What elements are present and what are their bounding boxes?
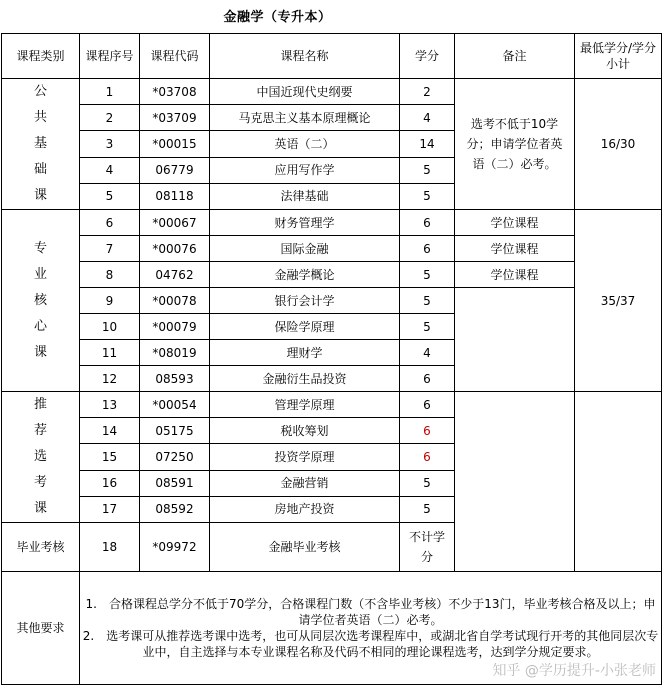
category-public-basic: 公共基础课 <box>2 79 80 210</box>
course-name: 应用写作学 <box>210 157 400 183</box>
course-credit: 5 <box>400 288 455 314</box>
course-seq: 4 <box>80 157 140 183</box>
course-credit: 5 <box>400 183 455 209</box>
course-code: *00067 <box>140 210 210 236</box>
table-row <box>2 236 662 262</box>
course-credit: 6 <box>400 366 455 392</box>
course-seq: 1 <box>80 79 140 105</box>
course-code: 08593 <box>140 366 210 392</box>
course-seq: 10 <box>80 314 140 340</box>
course-code: *03709 <box>140 105 210 131</box>
course-note-empty <box>455 392 575 572</box>
course-credit: 6 <box>400 210 455 236</box>
course-credit: 6 <box>400 444 455 470</box>
course-name: 中国近现代史纲要 <box>210 79 400 105</box>
course-credit: 5 <box>400 262 455 288</box>
category-recommended: 推荐选考课 <box>2 392 80 523</box>
header-code: 课程代码 <box>140 34 210 79</box>
header-row <box>2 34 662 79</box>
course-name: 保险学原理 <box>210 314 400 340</box>
course-seq: 17 <box>80 496 140 522</box>
course-seq: 6 <box>80 210 140 236</box>
table-row <box>2 210 662 236</box>
course-seq: 7 <box>80 236 140 262</box>
course-credit: 6 <box>400 418 455 444</box>
min-credit-core: 35/37 <box>575 210 662 392</box>
course-code: 08118 <box>140 183 210 209</box>
course-note: 学位课程 <box>455 236 575 262</box>
course-name: 财务管理学 <box>210 210 400 236</box>
table-row <box>2 392 662 418</box>
course-seq: 5 <box>80 183 140 209</box>
min-credit-empty <box>575 392 662 572</box>
course-name: 理财学 <box>210 340 400 366</box>
course-code: 05175 <box>140 418 210 444</box>
course-seq: 11 <box>80 340 140 366</box>
course-seq: 8 <box>80 262 140 288</box>
course-note-empty <box>455 288 575 392</box>
course-code: *08019 <box>140 340 210 366</box>
min-credit-public: 16/30 <box>575 79 662 210</box>
course-note: 学位课程 <box>455 210 575 236</box>
requirement-2: 2. 选考课可从推荐选考课中选考，也可从同层次选考课程库中，或湖北省自学考试现行开考的其他同层次专业中，自主选择与本专业课程名称及代码不相同的理论课程选考，达到学分规定要求。 <box>82 629 659 659</box>
course-code: 04762 <box>140 262 210 288</box>
course-seq: 3 <box>80 131 140 157</box>
header-name: 课程名称 <box>210 34 400 79</box>
course-credit: 2 <box>400 79 455 105</box>
course-code: *09972 <box>140 523 210 572</box>
course-code: *03708 <box>140 79 210 105</box>
course-credit: 不计学分 <box>400 523 455 572</box>
table-row <box>2 262 662 288</box>
table-row <box>2 288 662 314</box>
course-code: *00078 <box>140 288 210 314</box>
course-seq: 14 <box>80 418 140 444</box>
header-category: 课程类别 <box>2 34 80 79</box>
course-name: 金融营销 <box>210 470 400 496</box>
course-code: *00079 <box>140 314 210 340</box>
course-name: 法律基础 <box>210 183 400 209</box>
course-credit: 6 <box>400 392 455 418</box>
course-code: 08591 <box>140 470 210 496</box>
header-note: 备注 <box>455 34 575 79</box>
course-seq: 16 <box>80 470 140 496</box>
course-credit: 6 <box>400 236 455 262</box>
other-requirements-label: 其他要求 <box>2 572 80 685</box>
table-row <box>2 79 662 105</box>
course-name: 管理学原理 <box>210 392 400 418</box>
course-credit: 5 <box>400 314 455 340</box>
course-name: 金融毕业考核 <box>210 523 400 572</box>
watermark: 知乎 @学历提升-小张老师 <box>492 663 656 679</box>
course-code: 07250 <box>140 444 210 470</box>
course-name: 税收筹划 <box>210 418 400 444</box>
course-name: 银行会计学 <box>210 288 400 314</box>
course-name: 房地产投资 <box>210 496 400 522</box>
course-seq: 13 <box>80 392 140 418</box>
course-seq: 12 <box>80 366 140 392</box>
course-seq: 15 <box>80 444 140 470</box>
header-credit: 学分 <box>400 34 455 79</box>
course-code: 06779 <box>140 157 210 183</box>
course-credit: 5 <box>400 157 455 183</box>
course-credit: 5 <box>400 470 455 496</box>
header-seq: 课程序号 <box>80 34 140 79</box>
course-seq: 9 <box>80 288 140 314</box>
course-credit: 4 <box>400 340 455 366</box>
course-note-public: 选考不低于10学分；申请学位者英语（二）必考。 <box>455 79 575 210</box>
course-name: 金融学概论 <box>210 262 400 288</box>
course-seq: 2 <box>80 105 140 131</box>
course-name: 金融衍生品投资 <box>210 366 400 392</box>
header-min-credit: 最低学分/学分小计 <box>575 34 662 79</box>
course-code: 08592 <box>140 496 210 522</box>
requirement-1: 1. 合格课程总学分不低于70学分，合格课程门数（不含毕业考核）不少于13门，毕业考核合格及以上；申请学位者英语（二）必考。 <box>85 597 656 627</box>
course-code: *00015 <box>140 131 210 157</box>
category-core: 专业核心课 <box>2 210 80 392</box>
course-credit: 5 <box>400 496 455 522</box>
course-code: *00054 <box>140 392 210 418</box>
category-graduation: 毕业考核 <box>2 523 80 572</box>
course-credit: 14 <box>400 131 455 157</box>
course-code: *00076 <box>140 236 210 262</box>
course-credit: 4 <box>400 105 455 131</box>
page-title: 金融学（专升本） <box>223 10 332 25</box>
course-note: 学位课程 <box>455 262 575 288</box>
course-name: 投资学原理 <box>210 444 400 470</box>
course-name: 英语（二） <box>210 131 400 157</box>
course-seq: 18 <box>80 523 140 572</box>
course-name: 马克思主义基本原理概论 <box>210 105 400 131</box>
curriculum-table <box>1 33 662 685</box>
course-name: 国际金融 <box>210 236 400 262</box>
